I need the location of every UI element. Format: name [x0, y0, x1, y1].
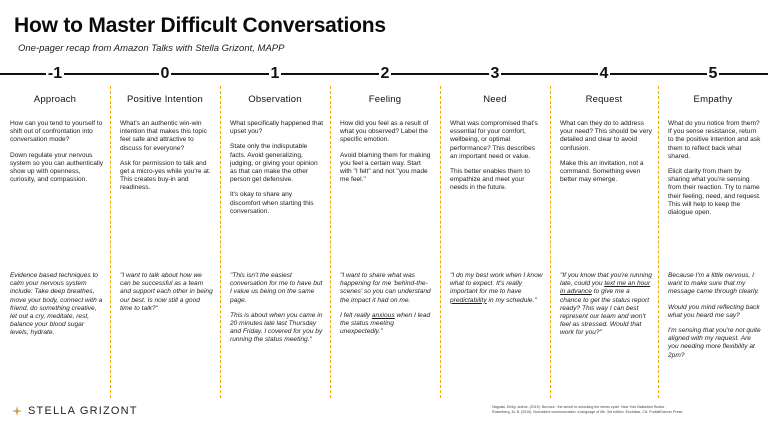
step-description: What was compromised that's essential for your comfort, wellbeing, or optimal performance? This describes an important need or value. This better enables them to empathize and meet your needs in the future.: [450, 120, 538, 192]
step-heading: Empathy: [693, 94, 733, 105]
brand-name: STELLA GRIZONT: [28, 405, 138, 417]
step-heading: Need: [483, 94, 507, 105]
reference-item: Nagoski, Emily, author. (2019). Burnout : the secret to unlocking the stress cycle. New York Ballantine Books.: [492, 405, 666, 409]
step-column-observation: [220, 64, 330, 402]
step-example-quote: Because I'm a little nervous, I want to make sure that my message came through clearly. Would you mind reflecting back what you heard me say? I'm sensing that you're not quite aligned with my request. Are you needing more flexibility at 2pm?: [668, 272, 761, 359]
step-description: What can they do to address your need? This should be very detailed and clear to avoid confusion. Make this an invitation, not a command. Something even better may emerge.: [560, 120, 652, 184]
step-column-positive-intention: [110, 64, 220, 402]
step-heading: Request: [585, 94, 623, 105]
underlined-need: predictability: [450, 296, 487, 304]
sparkle-logo-icon: [12, 406, 22, 416]
step-number: 5: [708, 65, 718, 82]
step-column-feeling: [330, 64, 440, 402]
step-number: 0: [160, 65, 170, 82]
step-description: How can you tend to yourself to shift out of confrontation into conversation mode? Down regulate your nervous system so you can authentically show up with openness, curiosity, and compassion.: [10, 120, 104, 184]
step-heading: Feeling: [368, 94, 402, 105]
step-example-quote: "If you know that you're running late, could you text me an hour in advance to give me a chance to get the status report ready? This way I can best represent our team and won't feel as stressed. Would that work for you?": [560, 272, 652, 337]
underlined-emotion: anxious: [371, 311, 395, 319]
step-column-need: [440, 64, 550, 402]
underlined-request: text me an hour in advance: [560, 280, 651, 296]
references: [492, 405, 762, 415]
step-description: What specifically happened that upset you? State only the indisputable facts. Avoid generalizing, judging, or giving your opinion as that can make the other person get defensive. It's okay to share any discomfort when starting this conversation.: [230, 120, 324, 215]
step-description: What do you notice from them? If you sense resistance, return to the positive intention and ask them to reflect back what shared. Elicit clarity from them by sharing what you're sensing from their reaction. Try to name their feeling, need, and request. This will help to keep the dialogue open.: [668, 120, 761, 217]
step-heading: Observation: [248, 94, 302, 105]
brand-logo: [12, 405, 138, 417]
step-column-empathy: [658, 64, 768, 402]
step-number: 2: [380, 65, 390, 82]
step-description: How did you feel as a result of what you observed? Label the specific emotion. Avoid blaming them for making you feel a certain way. Start with "I felt" and not "you made me feel.": [340, 120, 431, 184]
step-number: 3: [490, 65, 500, 82]
step-description: What's an authentic win-win intention that makes this topic feel safe and attractive to discuss for everyone? Ask for permission to talk and get a micro-yes while you're at. This creates buy-in and readiness.: [120, 120, 211, 192]
step-column-approach: [0, 64, 110, 402]
step-number: 1: [270, 65, 280, 82]
step-example-quote: "This isn't the easiest conversation for me to have but I value us being on the same page. This is about when you came in 20 minutes late last Thursday and Friday. I covered for you by running the status meeting.": [230, 272, 323, 344]
page-title: How to Master Difficult Conversations: [14, 14, 386, 37]
page-subtitle: One-pager recap from Amazon Talks with Stella Grizont, MAPP: [18, 43, 285, 54]
step-heading: Positive Intention: [127, 94, 203, 105]
step-example-quote: "I want to talk about how we can be successful as a team and support each other in being our best. Is now still a good time to talk?": [120, 272, 213, 312]
step-example-quote: Evidence based techniques to calm your nervous system include: Take deep breathes, move your body, connect with a friend, do something creative, let out a cry, meditate, rest, balance your blood sugar levels, hydrate.: [10, 272, 103, 337]
step-number: -1: [47, 65, 63, 82]
step-heading: Approach: [33, 94, 77, 105]
reference-item: Rosenberg, M. B. (2015). Nonviolent communication: a language of life. 3rd edition. Encinitas, CA: PuddleDancer Press.: [492, 410, 684, 414]
step-column-request: [550, 64, 658, 402]
step-example-quote: "I want to share what was happening for me 'behind-the-scenes' so you can understand the impact it had on me. I felt really anxious when I lead the status meeting unexpectedly.": [340, 272, 431, 336]
step-example-quote: "I do my best work when I know what to expect. It's really important for me to have predictability in my schedule.": [450, 272, 543, 304]
step-number: 4: [599, 65, 609, 82]
